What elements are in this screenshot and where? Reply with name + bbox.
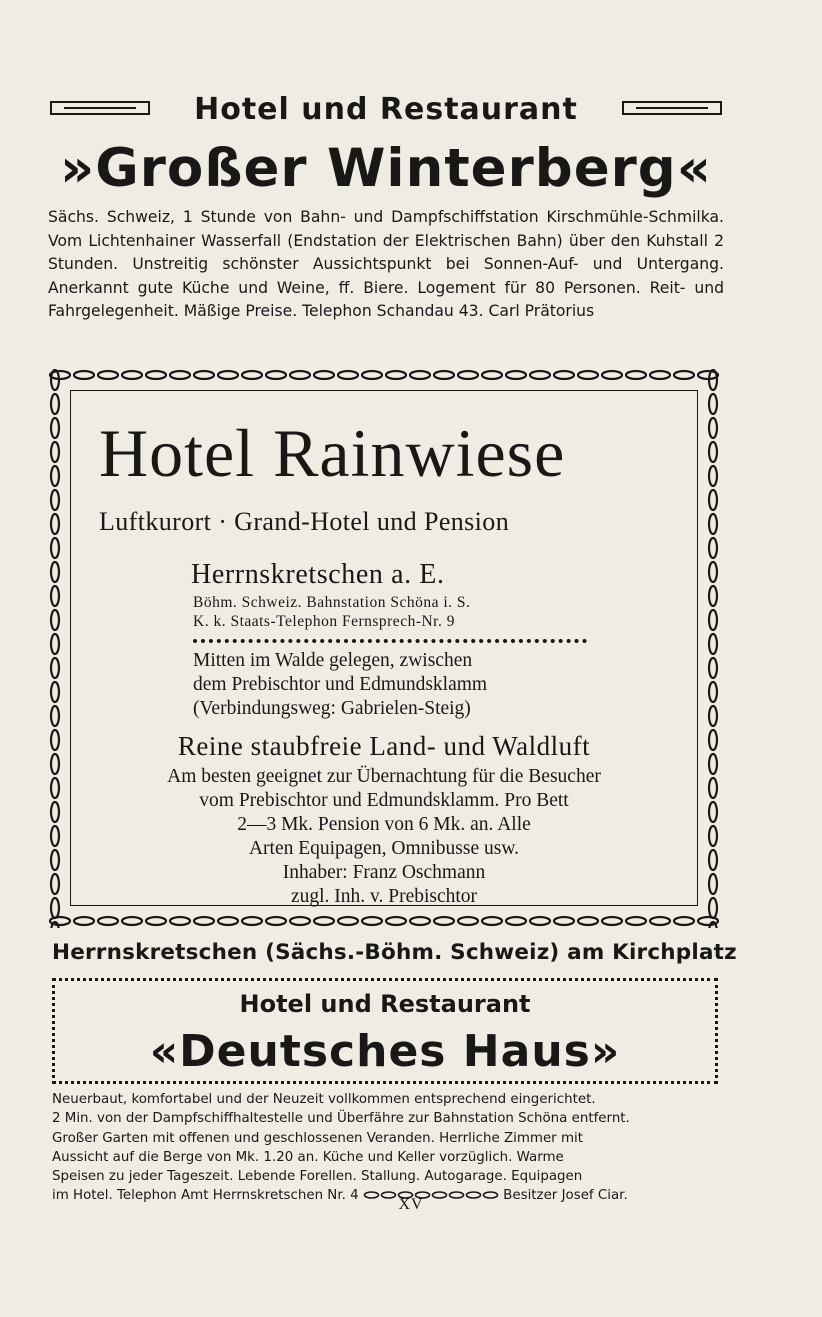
ad2-address-line: Böhm. Schweiz. Bahnstation Schöna i. S. (193, 594, 471, 611)
page-number: XV (398, 1196, 424, 1213)
ad1-headline-row (48, 88, 724, 132)
ad3-body-text (52, 1090, 722, 1206)
ad2-description-line: zugl. Inh. v. Prebischtor (290, 886, 478, 907)
ad-grosser-winterberg (48, 88, 724, 324)
ad2-location-line: Mitten im Walde gelegen, zwischen (193, 650, 473, 671)
ad3-telephon: im Hotel. Telephon Amt Herrnskretschen Nr. 4 (52, 1188, 359, 1204)
ad1-body-text: Sächs. Schweiz, 1 Stunde von Bahn- und Dampfschiffstation Kirschmühle-Schmilka. Vom Lichtenhainer Wasserfall (Endstation der Elektrischen Bahn) über den Kuhstall 2 Stunden. Unstreitig schönster Aussichtspunkt bei Sonnen-Auf- und Untergang. Anerkannt gute Küche und Weine, ff. Biere. Logement für 80 Personen. Reit- und Fahrgelegenheit. Mäßige Preise. Telephon Schandau 43. Carl Prätorius (48, 208, 724, 320)
ad3-body-line: Aussicht auf die Berge von Mk. 1.20 an. Küche und Keller vorzüglich. Warme (52, 1149, 564, 1165)
ad2-address (193, 593, 470, 631)
ad3-body-line: Großer Garten mit offenen und geschlossenen Veranden. Herrliche Zimmer mit (52, 1130, 583, 1146)
left-bracket-ornament (50, 101, 150, 115)
ad3-owner: Besitzer Josef Ciar. (503, 1188, 628, 1204)
ad2-description-line: Arten Equipagen, Omnibusse usw. (248, 838, 520, 859)
ad2-description-line: Inhaber: Franz Oschmann (282, 862, 486, 883)
ad3-body-line: Neuerbaut, komfortabel und der Neuzeit vollkommen entsprechend eingerichtet. (52, 1092, 596, 1107)
ad2-place: Herrnskretschen a. E. (191, 559, 445, 590)
ad2-location (193, 649, 603, 721)
ad2-description-line: 2—3 Mk. Pension von 6 Mk. an. Alle (237, 814, 531, 835)
ad3-body-line: Speisen zu jeder Tageszeit. Lebende Forellen. Stallung. Autogarage. Equipagen (52, 1169, 583, 1185)
ad-hotel-rainwiese (48, 368, 720, 928)
right-bracket-ornament (622, 101, 722, 115)
ad2-air-claim: Reine staubfreie Land- und Waldluft (177, 731, 591, 761)
ad2-location-line: dem Prebischtor und Edmundsklamm (193, 674, 488, 695)
chain-border-left (48, 368, 62, 928)
ad3-headline: Hotel und Restaurant (239, 990, 531, 1018)
ad3-location-header: Herrnskretschen (Sächs.-Böhm. Schweiz) am Kirchplatz (52, 940, 737, 965)
ad3-hotel-name: «Deutsches Haus» (149, 1026, 621, 1077)
ad2-description-line: vom Prebischtor und Edmundsklamm. Pro Bett (199, 790, 569, 811)
ad2-inner-frame (70, 390, 698, 906)
ad1-headline: Hotel und Restaurant (194, 92, 578, 127)
dotted-divider (193, 639, 587, 643)
ad2-subtitle: Luftkurort · Grand-Hotel und Pension (99, 507, 510, 536)
ad1-hotel-name: »Großer Winterberg« (60, 138, 712, 199)
ad-deutsches-haus-box (52, 978, 718, 1084)
ad2-description-line: Am besten geeignet zur Übernachtung für die Besucher (167, 766, 601, 787)
ad2-location-line: (Verbindungsweg: Gabrielen-Steig) (193, 698, 471, 719)
chain-border-right (706, 368, 720, 928)
chain-border-top (48, 368, 720, 382)
ad2-address-line: K. k. Staats-Telephon Fernsprech-Nr. 9 (193, 613, 455, 630)
ad3-body-line: 2 Min. von der Dampfschiffhaltestelle und Überfähre zur Bahnstation Schöna entfernt. (52, 1111, 630, 1127)
ad2-description (101, 765, 667, 909)
ad2-hotel-name: Hotel Rainwiese (99, 415, 566, 491)
chain-border-bottom (48, 914, 720, 928)
